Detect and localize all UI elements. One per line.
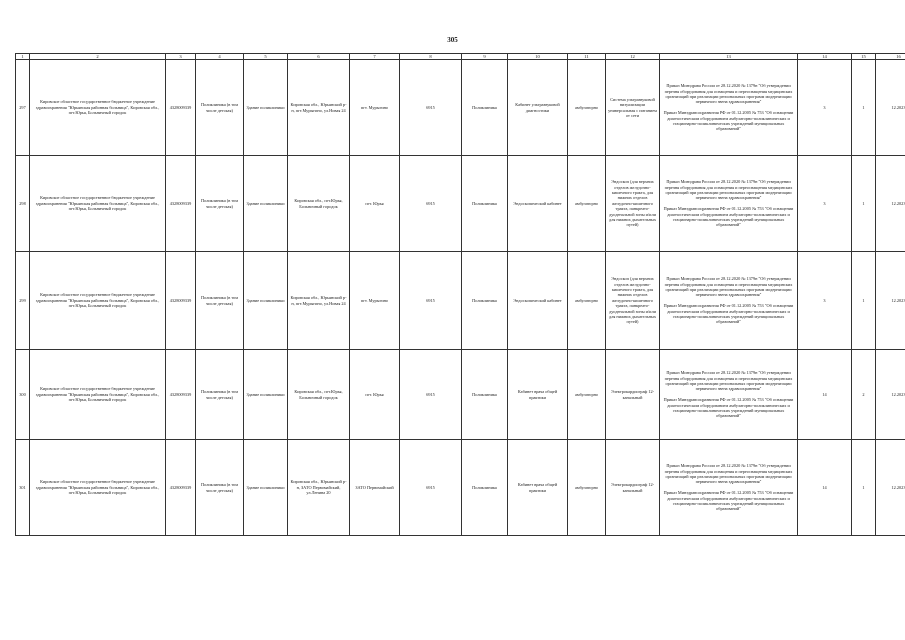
table-row: [16, 60, 905, 156]
column-number: 11: [568, 54, 606, 60]
date-cell: 12.2023: [876, 60, 905, 156]
care-type-cell: амбулаторно: [568, 156, 606, 252]
table-row: [16, 440, 905, 536]
care-type-cell: амбулаторно: [568, 60, 606, 156]
table-row: [16, 350, 905, 440]
department-cell: Поликлиника: [462, 252, 508, 350]
column-number: 15: [852, 54, 876, 60]
code-cell: 6915: [400, 252, 462, 350]
code-cell: 6915: [400, 156, 462, 252]
column-number: 12: [606, 54, 660, 60]
organization-cell: Кировское областное государственное бюджетное учреждение здравоохранения "Юрьянская районная больница", Кировская обл., пгт.Юрья, Больничный городок: [30, 156, 166, 252]
column-number: 2: [30, 54, 166, 60]
inn-cell: 4328009339: [166, 350, 196, 440]
room-cell: Эндоскопический кабинет: [508, 252, 568, 350]
quantity-cell: 1: [852, 252, 876, 350]
unit-cell: Поликлиника (в том числе детская): [196, 60, 244, 156]
table-row: [16, 156, 905, 252]
date-cell: 12.2023: [876, 350, 905, 440]
locality-cell: пгт. Юрья: [350, 156, 400, 252]
inn-cell: 4328009339: [166, 60, 196, 156]
organization-cell: Кировское областное государственное бюджетное учреждение здравоохранения "Юрьянская районная больница", Кировская обл., пгт.Юрья, Больничный городок: [30, 252, 166, 350]
column-number: 16: [876, 54, 905, 60]
code-cell: 6915: [400, 60, 462, 156]
date-cell: 12.2023: [876, 252, 905, 350]
address-cell: Кировская обл., Юрьянский р-н, пгт.Мурыгино, ул.Новая 24: [288, 252, 350, 350]
room-cell: Эндоскопический кабинет: [508, 156, 568, 252]
row-number: 297: [16, 60, 30, 156]
quantity-cell: 14: [798, 440, 852, 536]
column-number: 14: [798, 54, 852, 60]
inn-cell: 4328009339: [166, 440, 196, 536]
organization-cell: Кировское областное государственное бюджетное учреждение здравоохранения "Юрьянская районная больница", Кировская обл., пгт.Юрья, Больничный городок: [30, 350, 166, 440]
care-type-cell: амбулаторно: [568, 440, 606, 536]
building-cell: Здание поликлиники: [244, 252, 288, 350]
unit-cell: Поликлиника (в том числе детская): [196, 440, 244, 536]
column-number: 6: [288, 54, 350, 60]
column-number: 1: [16, 54, 30, 60]
date-cell: 12.2023: [876, 440, 905, 536]
quantity-cell: 3: [798, 252, 852, 350]
row-number: 298: [16, 156, 30, 252]
column-number: 5: [244, 54, 288, 60]
address-cell: Кировская обл., пгт.Юрья, Больничный городок: [288, 156, 350, 252]
quantity-cell: 2: [852, 350, 876, 440]
quantity-cell: 1: [852, 440, 876, 536]
care-type-cell: амбулаторно: [568, 252, 606, 350]
page-number: 305: [447, 36, 458, 44]
building-cell: Здание поликлиники: [244, 440, 288, 536]
regulation-cell: Приказ Минздрава России от 28.12.2020 № 1379н "Об утверждении перечня оборудования для оснащения и переоснащения медицинских организаций при реализации региональных программ модернизации первичного звена здравоохранения" Приказ Минздравсоцразвития РФ от 01.12.2005 № 753 "Об оснащении диагностическим оборудованием амбулаторно-поликлинических и стационарно-поликлинических учреждений муниципальных образований": [660, 156, 798, 252]
equipment-table: [15, 53, 905, 536]
regulation-cell: Приказ Минздрава России от 28.12.2020 № 1379н "Об утверждении перечня оборудования для оснащения и переоснащения медицинских организаций при реализации региональных программ модернизации первичного звена здравоохранения" Приказ Минздравсоцразвития РФ от 01.12.2005 № 753 "Об оснащении диагностическим оборудованием амбулаторно-поликлинических и стационарно-поликлинических учреждений муниципальных образований": [660, 252, 798, 350]
quantity-cell: 3: [798, 60, 852, 156]
building-cell: Здание поликлиники: [244, 60, 288, 156]
building-cell: Здание поликлиники: [244, 156, 288, 252]
quantity-cell: 1: [852, 156, 876, 252]
department-cell: Поликлиника: [462, 156, 508, 252]
locality-cell: пгт. Юрья: [350, 350, 400, 440]
address-cell: Кировская обл., Юрьянский р-н, пгт.Мурыгино, ул.Новая 24: [288, 60, 350, 156]
regulation-cell: Приказ Минздрава России от 28.12.2020 № 1379н "Об утверждении перечня оборудования для оснащения и переоснащения медицинских организаций при реализации региональных программ модернизации первичного звена здравоохранения" Приказ Минздравсоцразвития РФ от 01.12.2005 № 753 "Об оснащении диагностическим оборудованием амбулаторно-поликлинических и стационарно-поликлинических учреждений муниципальных образований": [660, 440, 798, 536]
unit-cell: Поликлиника (в том числе детская): [196, 156, 244, 252]
room-cell: Кабинет ультразвуковой диагностики: [508, 60, 568, 156]
date-cell: 12.2023: [876, 156, 905, 252]
address-cell: Кировская обл., Юрьянский р-н, ЗАТО Первомайский, ул.Ленина 20: [288, 440, 350, 536]
column-number: 8: [400, 54, 462, 60]
inn-cell: 4328009339: [166, 156, 196, 252]
organization-cell: Кировское областное государственное бюджетное учреждение здравоохранения "Юрьянская районная больница", Кировская обл., пгт.Юрья, Больничный городок: [30, 60, 166, 156]
room-cell: Кабинет врача общей практики: [508, 440, 568, 536]
locality-cell: ЗАТО Первомайский: [350, 440, 400, 536]
row-number: 301: [16, 440, 30, 536]
quantity-cell: 14: [798, 350, 852, 440]
equipment-cell: Электрокардиограф 12-канальный: [606, 440, 660, 536]
quantity-cell: 3: [798, 156, 852, 252]
care-type-cell: амбулаторно: [568, 350, 606, 440]
regulation-cell: Приказ Минздрава России от 28.12.2020 № 1379н "Об утверждении перечня оборудования для оснащения и переоснащения медицинских организаций при реализации региональных программ модернизации первичного звена здравоохранения" Приказ Минздравсоцразвития РФ от 01.12.2005 № 753 "Об оснащении диагностическим оборудованием амбулаторно-поликлинических и стационарно-поликлинических учреждений муниципальных образований": [660, 60, 798, 156]
department-cell: Поликлиника: [462, 350, 508, 440]
column-number: 7: [350, 54, 400, 60]
inn-cell: 4328009339: [166, 252, 196, 350]
quantity-cell: 1: [852, 60, 876, 156]
department-cell: Поликлиника: [462, 60, 508, 156]
code-cell: 6915: [400, 440, 462, 536]
address-cell: Кировская обл., пгт.Юрья, Больничный городок: [288, 350, 350, 440]
unit-cell: Поликлиника (в том числе детская): [196, 252, 244, 350]
equipment-cell: Эндоскоп (для верхних отделов желудочно-кишечного тракта, для нижних отделов желудочно-кишечного тракта, панкреато-дуоденальной зоны и/или для нижних дыхательных путей): [606, 252, 660, 350]
room-cell: Кабинет врача общей практики: [508, 350, 568, 440]
equipment-cell: Система ультразвуковой визуализации универсальная с питанием от сети: [606, 60, 660, 156]
equipment-cell: Электрокардиограф 12-канальный: [606, 350, 660, 440]
column-number: 10: [508, 54, 568, 60]
column-number: 9: [462, 54, 508, 60]
table-row: [16, 252, 905, 350]
locality-cell: пгт. Мурыгино: [350, 60, 400, 156]
locality-cell: пгт. Мурыгино: [350, 252, 400, 350]
equipment-cell: Эндоскоп (для верхних отделов желудочно-кишечного тракта, для нижних отделов желудочно-кишечного тракта, панкреато-дуоденальной зоны и/или для нижних дыхательных путей): [606, 156, 660, 252]
column-number: 3: [166, 54, 196, 60]
regulation-cell: Приказ Минздрава России от 28.12.2020 № 1379н "Об утверждении перечня оборудования для оснащения и переоснащения медицинских организаций при реализации региональных программ модернизации первичного звена здравоохранения" Приказ Минздравсоцразвития РФ от 01.12.2005 № 753 "Об оснащении диагностическим оборудованием амбулаторно-поликлинических и стационарно-поликлинических учреждений муниципальных образований": [660, 350, 798, 440]
row-number: 299: [16, 252, 30, 350]
organization-cell: Кировское областное государственное бюджетное учреждение здравоохранения "Юрьянская районная больница", Кировская обл., пгт.Юрья, Больничный городок: [30, 440, 166, 536]
unit-cell: Поликлиника (в том числе детская): [196, 350, 244, 440]
department-cell: Поликлиника: [462, 440, 508, 536]
building-cell: Здание поликлиники: [244, 350, 288, 440]
column-number: 4: [196, 54, 244, 60]
column-number: 13: [660, 54, 798, 60]
row-number: 300: [16, 350, 30, 440]
code-cell: 6915: [400, 350, 462, 440]
